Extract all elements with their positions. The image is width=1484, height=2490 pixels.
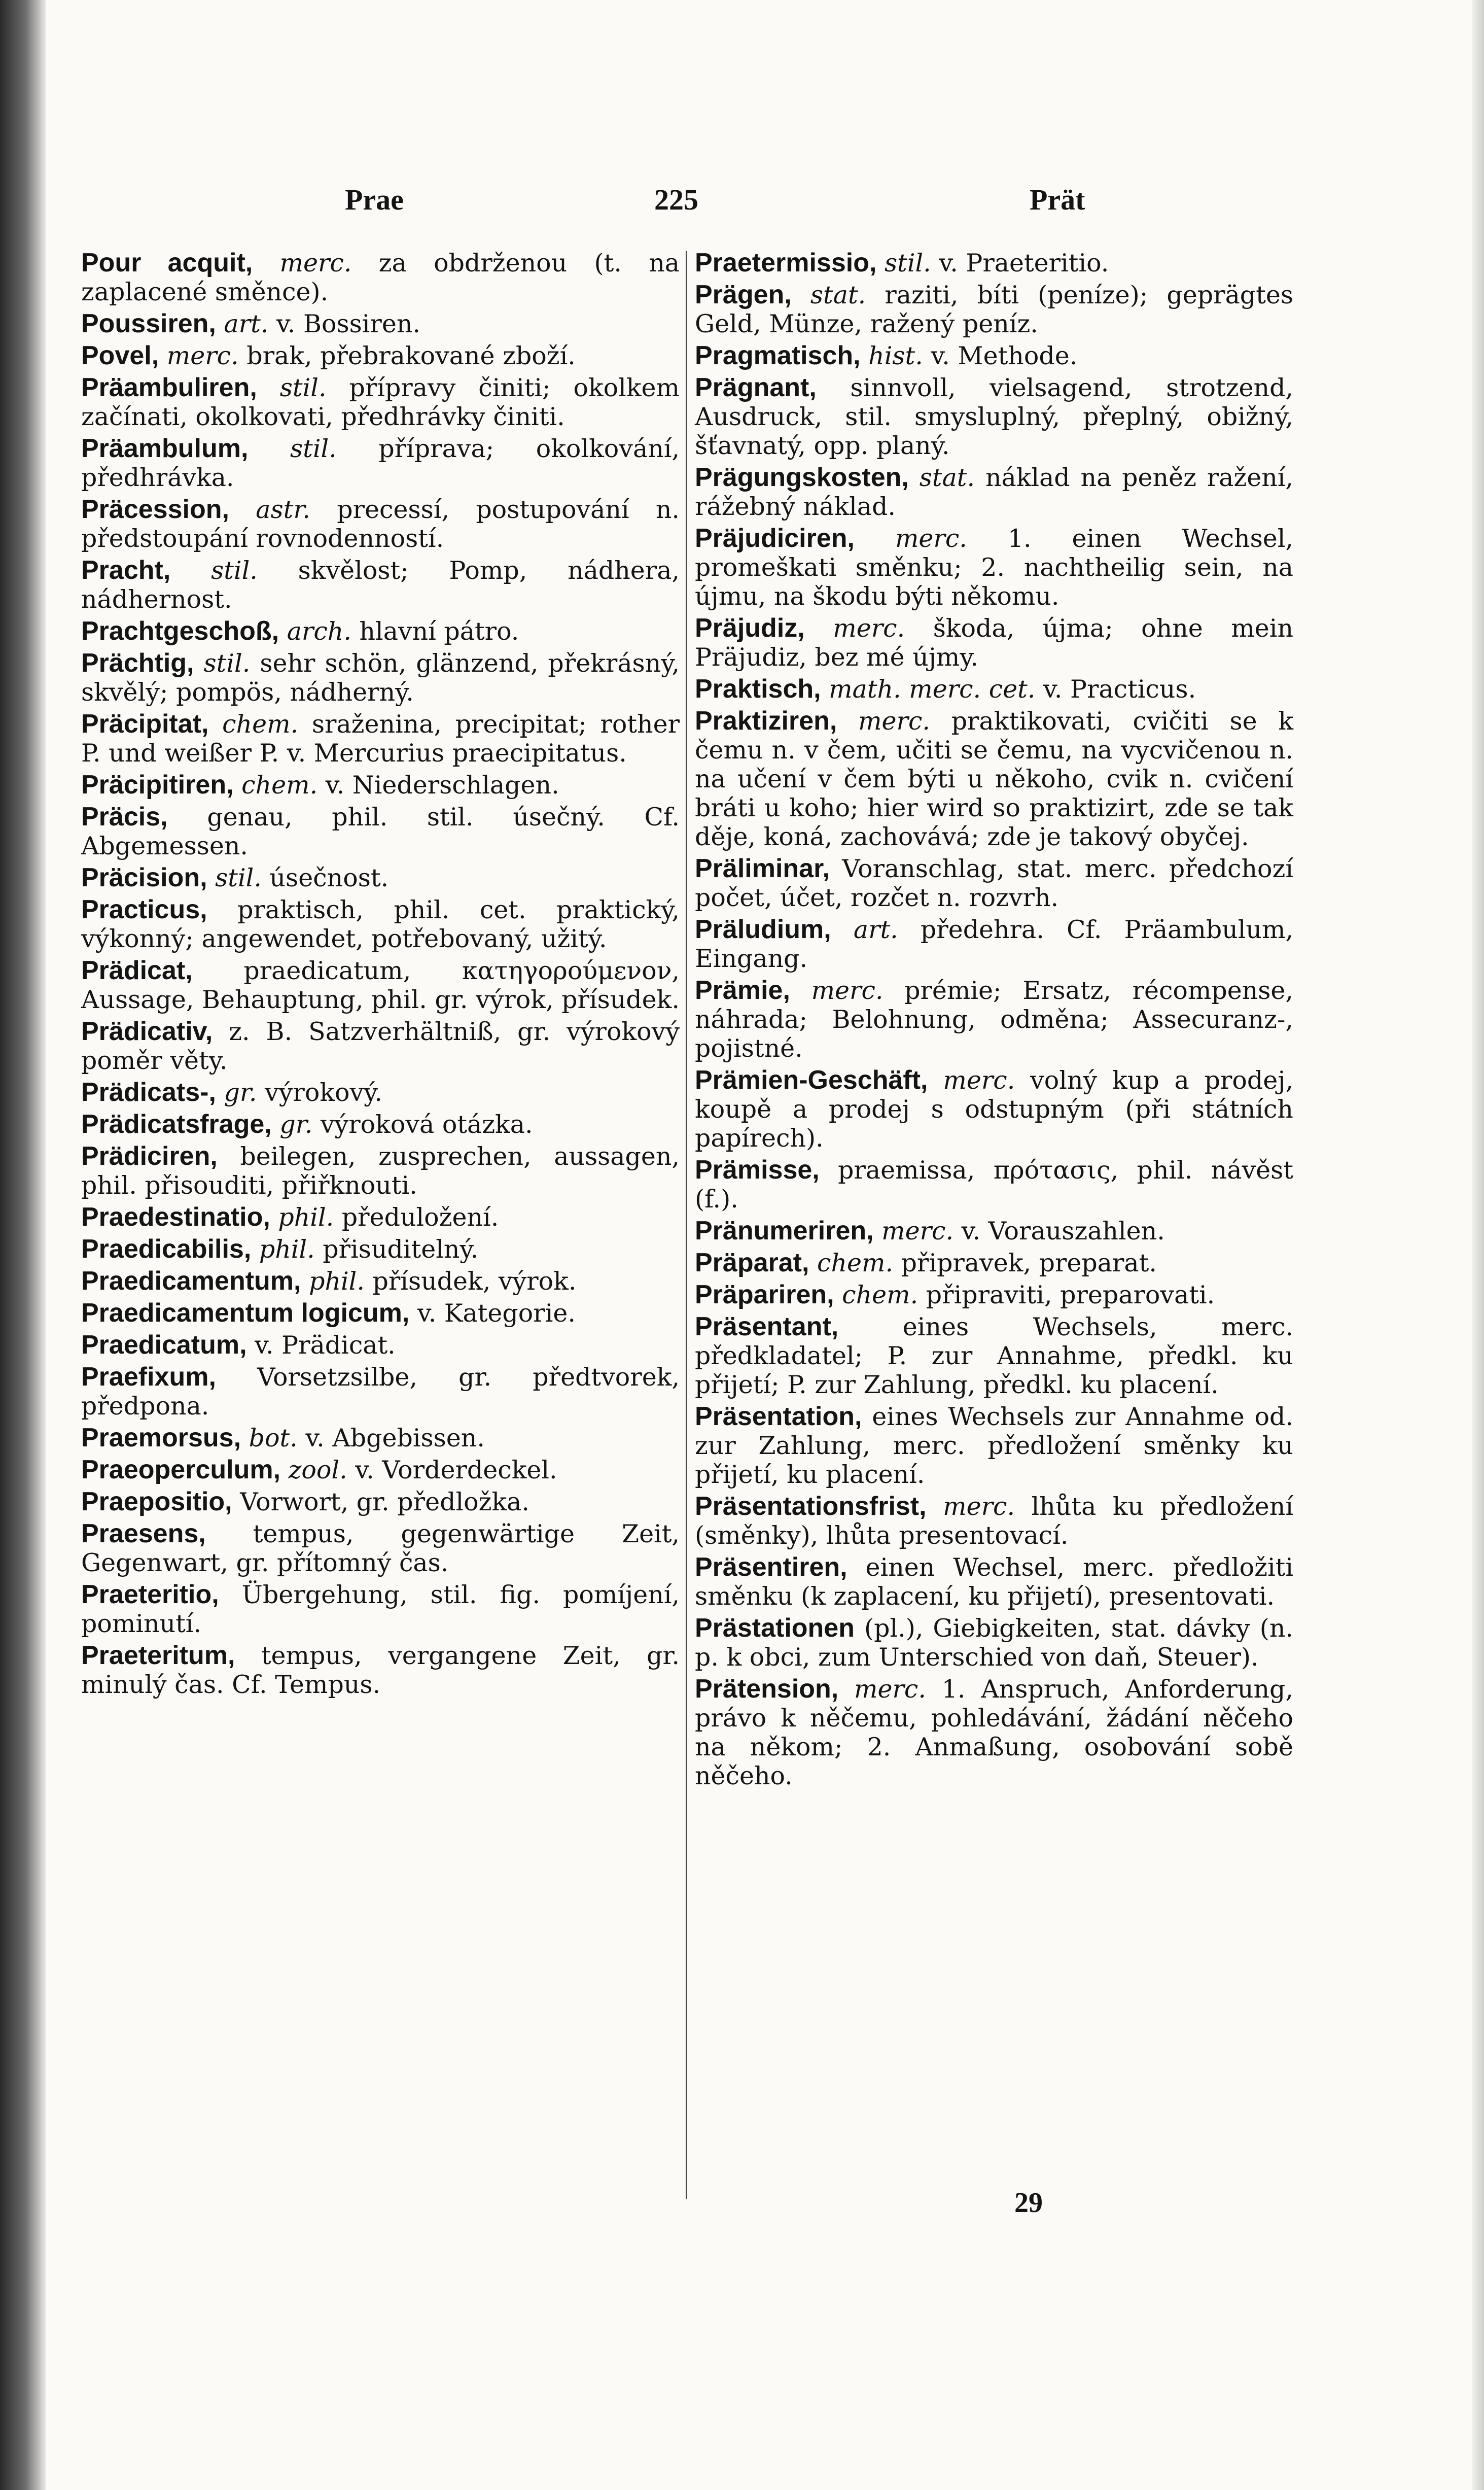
entry-definition: v. Prädicat. — [255, 1331, 396, 1360]
entry-domain-label: stat. — [810, 281, 866, 309]
dictionary-entry — [81, 1267, 680, 1296]
dictionary-entry — [695, 341, 1293, 370]
dictionary-entry — [81, 710, 680, 768]
entry-definition: praemissa, πρότασις, phil. návěst (f.). — [695, 1156, 1294, 1214]
entry-headword: Praeoperculum, — [81, 1455, 281, 1484]
entry-headword: Präjudiz, — [695, 613, 805, 643]
entry-definition: připravek, preparat. — [901, 1249, 1157, 1277]
dictionary-entry — [695, 1281, 1293, 1309]
entry-headword: Präliminar, — [695, 854, 830, 883]
entry-definition: precessí, postupování n. předstoupání rovnodenností. — [81, 495, 680, 553]
entry-definition: eines Wechsels zur Annahme od. zur Zahlung, merc. předložení směnky ku přijetí, ku placení. — [695, 1402, 1293, 1489]
entry-domain-label: chem. — [241, 771, 318, 800]
entry-domain-label: gr. — [224, 1078, 257, 1107]
entry-domain-label: merc. — [833, 614, 905, 643]
entry-headword: Präcipitat, — [81, 709, 209, 739]
dictionary-entry — [695, 463, 1293, 521]
entry-definition: v. Abgebissen. — [305, 1424, 485, 1452]
entry-headword: Präsentant, — [695, 1312, 839, 1341]
dictionary-entry — [81, 649, 680, 707]
entry-headword: Präsentation, — [695, 1402, 862, 1431]
entry-headword: Praktisch, — [695, 674, 821, 704]
entry-domain-label: stil. — [885, 249, 931, 278]
entry-headword: Prämien-Geschäft, — [695, 1065, 928, 1095]
dictionary-entry — [695, 524, 1293, 611]
dictionary-entry — [695, 281, 1293, 338]
entry-definition: raziti, bíti (peníze); geprägtes Geld, Münze, ražený peníz. — [695, 281, 1294, 338]
entry-definition: prémie; Ersatz, récompense, náhrada; Belohnung, odměna; Assecuranz-, pojistné. — [695, 976, 1294, 1063]
entry-headword: Practicus, — [81, 895, 207, 924]
dictionary-entry — [81, 1142, 680, 1200]
entry-headword: Präpariren, — [695, 1280, 834, 1309]
dictionary-entry — [81, 1235, 680, 1264]
signature-mark: 29 — [1014, 2187, 1043, 2219]
entry-definition: eines Wechsels, merc. předkladatel; P. zur Annahme, předkl. ku přijetí; P. zur Zahlung, předkl. ku placení. — [695, 1312, 1293, 1399]
dictionary-entry — [695, 1675, 1293, 1790]
dictionary-entry — [695, 854, 1293, 912]
running-head-right: Prät — [1030, 183, 1085, 216]
entry-headword: Präsentiren, — [695, 1552, 847, 1582]
entry-definition: přísudek, výrok. — [372, 1267, 577, 1296]
entry-definition: hlavní pátro. — [359, 617, 519, 646]
entry-definition: sehr schön, glänzend, překrásný, skvělý; pompös, nádherný. — [81, 649, 680, 707]
entry-headword: Prämie, — [695, 976, 790, 1005]
entry-headword: Prädicat, — [81, 956, 193, 985]
entry-domain-label: chem. — [222, 710, 299, 739]
entry-definition: 1. einen Wechsel, promeškati směnku; 2. nachtheilig sein, na újmu, na škodu býti někomu. — [695, 524, 1293, 611]
dictionary-entry — [81, 1363, 680, 1421]
entry-definition: v. Niederschlagen. — [325, 771, 559, 800]
dictionary-entry — [81, 556, 680, 614]
entry-domain-label: phil. — [259, 1235, 315, 1264]
entry-definition: lhůta ku předložení (směnky), lhůta presentovací. — [695, 1492, 1294, 1550]
dictionary-entry — [81, 249, 680, 306]
dictionary-entry — [695, 249, 1293, 278]
entry-definition: Vorwort, gr. předložka. — [240, 1488, 529, 1516]
entry-domain-label: merc. — [895, 524, 967, 553]
right-column — [695, 249, 1293, 1793]
dictionary-entry — [81, 1580, 680, 1638]
entry-headword: Präcis, — [81, 802, 168, 832]
entry-definition: tempus, gegenwärtige Zeit, Gegenwart, gr. přítomný čas. — [81, 1519, 680, 1577]
entry-definition: tempus, vergangene Zeit, gr. minulý čas. Cf. Tempus. — [81, 1641, 680, 1699]
dictionary-entry — [695, 1614, 1293, 1672]
entry-definition: v. Kategorie. — [417, 1299, 576, 1328]
entry-definition: předuložení. — [341, 1203, 499, 1232]
entry-headword: Praepositio, — [81, 1487, 232, 1516]
entry-headword: Praedicamentum, — [81, 1266, 301, 1296]
entry-definition: přisuditelný. — [323, 1235, 479, 1264]
entry-definition: v. Methode. — [931, 341, 1078, 370]
dictionary-entry — [695, 675, 1293, 704]
entry-definition: připraviti, preparovati. — [926, 1281, 1215, 1309]
entry-definition: v. Practicus. — [1043, 675, 1196, 704]
dictionary-entry — [695, 614, 1293, 672]
entry-definition: (pl.), Giebigkeiten, stat. dávky (n. p. k obci, zum Unterschied von daň, Steuer). — [695, 1614, 1293, 1672]
entry-headword: Poussiren, — [81, 309, 216, 338]
entry-definition: 1. Anspruch, Anforderung, právo k něčemu, pohledávání, žádání něčeho na někom; 2. Anmaßung, osobování sobě něčeho. — [695, 1675, 1294, 1790]
entry-headword: Prägen, — [695, 280, 792, 309]
entry-headword: Praktiziren, — [695, 706, 837, 736]
dictionary-entry — [695, 373, 1293, 460]
dictionary-entry — [695, 1217, 1293, 1246]
entry-domain-label: merc. — [881, 1217, 954, 1246]
entry-headword: Pracht, — [81, 556, 171, 585]
dictionary-entry — [81, 863, 680, 892]
entry-headword: Pränumeriren, — [695, 1216, 874, 1246]
dictionary-entry — [81, 895, 680, 953]
entry-headword: Prämisse, — [695, 1155, 820, 1185]
dictionary-entry — [81, 803, 680, 860]
entry-headword: Praefixum, — [81, 1362, 216, 1392]
entry-definition: skvělost; Pomp, nádhera, nádhernost. — [81, 556, 680, 614]
dictionary-entry — [81, 1456, 680, 1484]
entry-definition: praedicatum, κατηγορούμενον, Aussage, Behauptung, phil. gr. výrok, přísudek. — [81, 956, 680, 1014]
entry-domain-label: merc. — [811, 976, 884, 1005]
entry-definition: praktisch, phil. cet. praktický, výkonný; angewendet, potřebovaný, užitý. — [81, 895, 680, 953]
entry-headword: Präcipitiren, — [81, 770, 234, 800]
entry-definition: z. B. Satzverhältniß, gr. výrokový poměr věty. — [81, 1017, 680, 1075]
page-edge — [1472, 0, 1484, 2490]
dictionary-entry — [81, 434, 680, 492]
entry-definition: výrokový. — [265, 1078, 382, 1107]
entry-headword: Prachtgeschoß, — [81, 616, 279, 646]
entry-domain-label: stil. — [279, 373, 327, 402]
entry-headword: Präambuliren, — [81, 373, 257, 402]
entry-definition: praktikovati, cvičiti se k čemu n. v čem, učiti se čemu, na vycvičenou n. na učení v čem býti u někoho, cvik n. cvičení bráti u koho; hier wird so praktizirt, zde se tak děje, koná, zachovává; zde je takový obyčej. — [695, 707, 1294, 851]
entry-headword: Prägungskosten, — [695, 463, 909, 492]
entry-headword: Praemorsus, — [81, 1423, 241, 1452]
dictionary-entry — [81, 617, 680, 646]
entry-headword: Praedicatum, — [81, 1330, 247, 1360]
entry-headword: Prächtig, — [81, 648, 194, 678]
dictionary-entry — [695, 1492, 1293, 1550]
entry-definition: beilegen, zusprechen, aussagen, phil. přisouditi, přiřknouti. — [81, 1142, 680, 1200]
entry-domain-label: chem. — [842, 1281, 918, 1309]
dictionary-entry — [81, 1017, 680, 1075]
entry-headword: Povel, — [81, 341, 159, 370]
entry-domain-label: zool. — [288, 1456, 347, 1484]
dictionary-entry — [81, 956, 680, 1014]
dictionary-entry — [81, 1331, 680, 1360]
page-number: 225 — [654, 183, 698, 216]
entry-domain-label: astr. — [256, 495, 310, 524]
dictionary-entry — [695, 1553, 1293, 1611]
column-divider — [686, 251, 687, 2199]
entry-headword: Praedicamentum logicum, — [81, 1298, 410, 1328]
entry-definition: sinnvoll, vielsagend, strotzend, Ausdruck, stil. smysluplný, přeplný, obižný, šťavnatý, opp. planý. — [695, 373, 1294, 460]
entry-definition: úsečnost. — [269, 863, 389, 892]
dictionary-entry — [81, 1299, 680, 1328]
dictionary-entry — [81, 309, 680, 338]
dictionary-entry — [81, 1203, 680, 1232]
entry-headword: Präsentationsfrist, — [695, 1492, 927, 1521]
book-spine-shadow — [0, 0, 46, 2490]
entry-domain-label: merc. — [943, 1066, 1015, 1095]
entry-headword: Präcision, — [81, 863, 207, 892]
left-column — [81, 249, 680, 1702]
entry-headword: Präcession, — [81, 495, 229, 524]
entry-headword: Präludium, — [695, 915, 831, 944]
dictionary-entry — [81, 1519, 680, 1577]
dictionary-entry — [695, 1249, 1293, 1277]
entry-domain-label: hist. — [868, 341, 923, 370]
entry-definition: předehra. Cf. Präambulum, Eingang. — [695, 915, 1294, 973]
entry-domain-label: chem. — [817, 1249, 894, 1277]
entry-definition: einen Wechsel, merc. předložiti směnku (k zaplacení, ku přijetí), presentovati. — [695, 1553, 1293, 1611]
dictionary-entry — [81, 1078, 680, 1107]
entry-headword: Pragmatisch, — [695, 341, 861, 370]
entry-headword: Prägnant, — [695, 373, 817, 402]
entry-domain-label: stat. — [919, 463, 975, 492]
dictionary-entry — [695, 1402, 1293, 1489]
entry-definition: výroková otázka. — [320, 1110, 533, 1139]
entry-domain-label: art. — [224, 309, 269, 338]
entry-definition: za obdrženou (t. na zaplacené směnce). — [81, 249, 680, 306]
entry-domain-label: gr. — [279, 1110, 313, 1139]
entry-headword: Prätension, — [695, 1674, 839, 1704]
entry-domain-label: stil. — [211, 556, 258, 585]
dictionary-entry — [695, 1066, 1293, 1153]
entry-headword: Praesens, — [81, 1519, 206, 1548]
entry-domain-label: merc. — [943, 1492, 1015, 1521]
entry-domain-label: math. merc. cet. — [829, 675, 1036, 704]
dictionary-entry — [81, 495, 680, 553]
entry-domain-label: stil. — [290, 434, 337, 463]
entry-domain-label: merc. — [166, 341, 239, 370]
entry-definition: Übergehung, stil. fig. pomíjení, pominutí. — [81, 1580, 680, 1638]
entry-domain-label: stil. — [215, 863, 262, 892]
entry-domain-label: art. — [853, 915, 898, 944]
dictionary-entry — [81, 1641, 680, 1699]
entry-domain-label: arch. — [287, 617, 351, 646]
entry-headword: Praedestinatio, — [81, 1202, 270, 1232]
dictionary-entry — [81, 771, 680, 800]
dictionary-entry — [695, 915, 1293, 973]
entry-headword: Prästationen — [695, 1613, 855, 1643]
entry-headword: Prädicativ, — [81, 1017, 213, 1046]
entry-domain-label: stil. — [203, 649, 251, 678]
entry-definition: genau, phil. stil. úsečný. Cf. Abgemessen. — [81, 803, 680, 860]
running-head — [76, 183, 1293, 233]
entry-headword: Präparat, — [695, 1248, 809, 1277]
entry-headword: Pour acquit, — [81, 248, 253, 278]
entry-definition: škoda, újma; ohne mein Präjudiz, bez mé újmy. — [695, 614, 1294, 672]
dictionary-entry — [81, 373, 680, 431]
entry-domain-label: merc. — [854, 1675, 926, 1704]
entry-definition: Voranschlag, stat. merc. předchozí počet, účet, rozčet n. rozvrh. — [695, 854, 1294, 912]
entry-headword: Praeteritio, — [81, 1580, 219, 1609]
entry-domain-label: merc. — [279, 249, 352, 278]
entry-domain-label: bot. — [249, 1424, 298, 1452]
entry-domain-label: merc. — [858, 707, 930, 736]
entry-definition: příprava; okolkování, předhrávka. — [81, 434, 680, 492]
dictionary-entry — [81, 1110, 680, 1139]
entry-definition: v. Vorauszahlen. — [961, 1217, 1165, 1246]
dictionary-entry — [695, 707, 1293, 851]
entry-headword: Präambulum, — [81, 434, 249, 463]
dictionary-entry — [695, 976, 1293, 1063]
entry-headword: Praeteritum, — [81, 1641, 235, 1670]
dictionary-entry — [81, 1488, 680, 1516]
entry-domain-label: phil. — [309, 1267, 365, 1296]
entry-headword: Prädiciren, — [81, 1142, 218, 1171]
entry-definition: Vorsetzsilbe, gr. předtvorek, předpona. — [81, 1363, 680, 1421]
dictionary-entry — [81, 341, 680, 370]
entry-headword: Prädicats-, — [81, 1078, 216, 1107]
entry-definition: v. Bossiren. — [276, 309, 420, 338]
entry-headword: Praedicabilis, — [81, 1234, 252, 1264]
entry-headword: Präjudiciren, — [695, 524, 855, 553]
entry-domain-label: phil. — [278, 1203, 334, 1232]
entry-definition: náklad na peněz ražení, rážebný náklad. — [695, 463, 1294, 521]
entry-definition: v. Praeteritio. — [939, 249, 1109, 278]
entry-definition: brak, přebrakované zboží. — [246, 341, 576, 370]
entry-headword: Prädicatsfrage, — [81, 1110, 272, 1139]
entry-definition: volný kup a prodej, koupě a prodej s odstupným (při státních papírech). — [695, 1066, 1294, 1153]
dictionary-entry — [81, 1424, 680, 1452]
entry-headword: Praetermissio, — [695, 248, 877, 278]
dictionary-entry — [695, 1156, 1293, 1214]
entry-definition: sraženina, precipitat; rother P. und weißer P. v. Mercurius praecipitatus. — [81, 710, 680, 768]
running-head-left: Prae — [345, 183, 404, 216]
entry-definition: přípravy činiti; okolkem začínati, okolkovati, předhrávky činiti. — [81, 373, 680, 431]
dictionary-entry — [695, 1312, 1293, 1399]
entry-definition: v. Vorderdeckel. — [355, 1456, 557, 1484]
